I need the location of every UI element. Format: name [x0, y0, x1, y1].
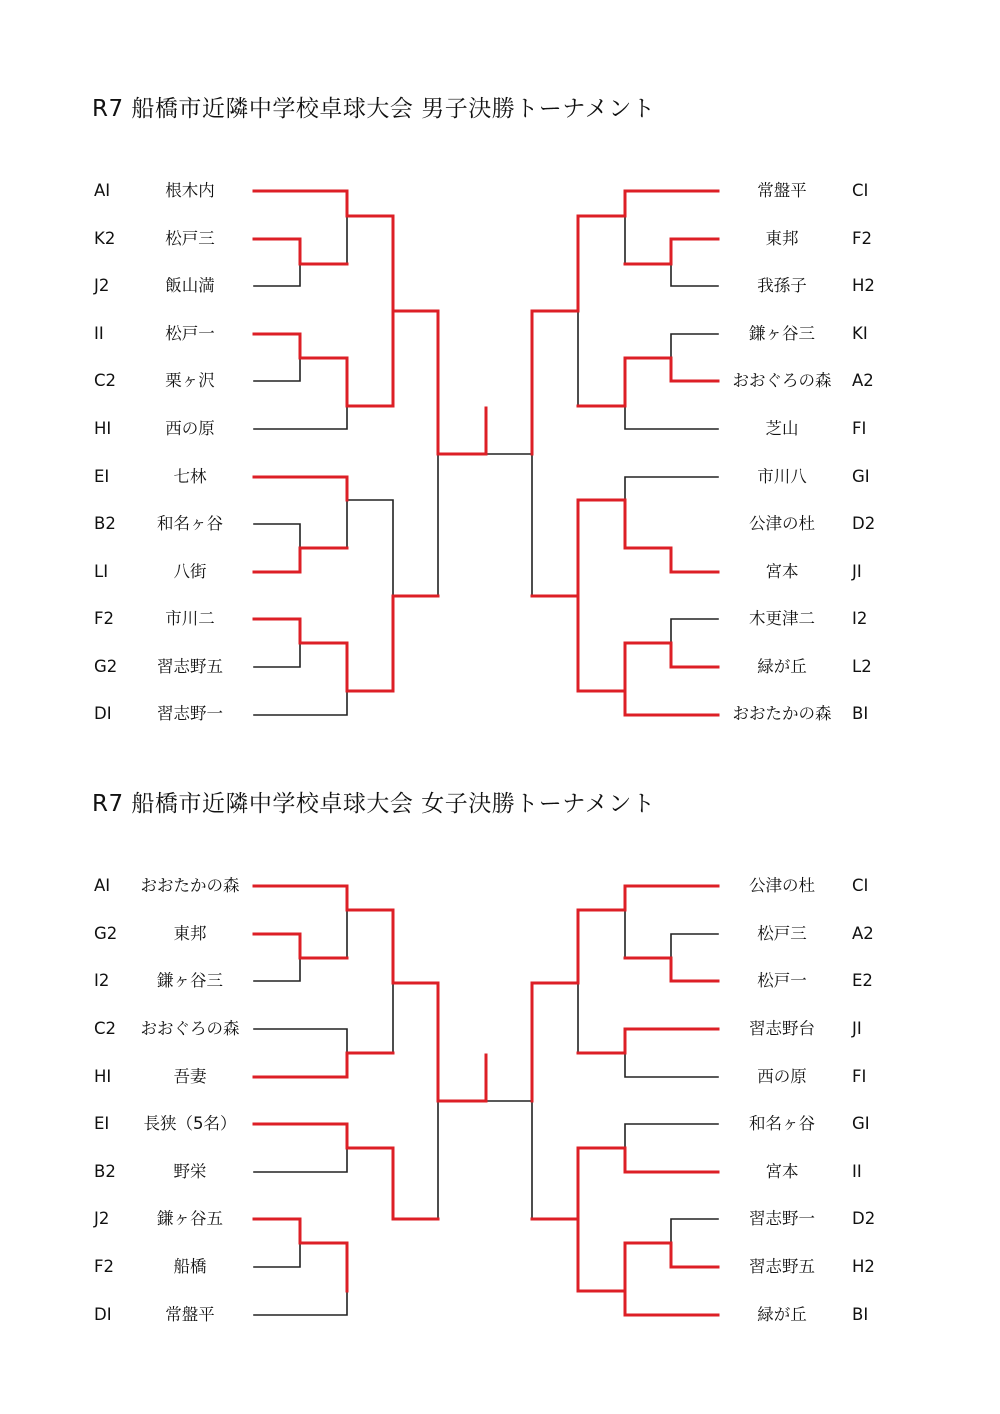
seed-label: H2: [852, 1257, 875, 1276]
seed-label: B2: [94, 1162, 116, 1181]
seed-label: CⅠ: [852, 181, 869, 200]
team-name: 宮本: [765, 562, 799, 581]
team-name: 東邦: [173, 924, 207, 943]
seed-label: KⅠ: [852, 324, 868, 343]
team-name: 根木内: [165, 181, 215, 200]
team-name: 習志野五: [749, 1257, 815, 1276]
team-name: 和名ヶ谷: [749, 1114, 815, 1133]
seed-label: JⅠ: [852, 562, 862, 581]
team-name: 木更津二: [749, 609, 815, 628]
team-name: 松戸三: [757, 924, 807, 943]
team-name: 船橋: [173, 1257, 207, 1276]
seed-label: IⅠ: [94, 324, 104, 343]
team-name: 公津の杜: [749, 876, 815, 895]
seed-label: D2: [852, 514, 876, 533]
team-name: 西の原: [165, 419, 215, 438]
team-name: 習志野五: [157, 657, 223, 676]
team-name: 我孫子: [757, 276, 807, 295]
boys-loser-lines: [254, 216, 718, 715]
team-name: 常盤平: [165, 1305, 215, 1324]
team-name: 常盤平: [757, 181, 807, 200]
seed-label: HⅠ: [94, 419, 112, 438]
boys-bracket-title: R7 船橋市近隣中学校卓球大会 男子決勝トーナメント: [92, 96, 656, 122]
girls-bracket-title: R7 船橋市近隣中学校卓球大会 女子決勝トーナメント: [92, 791, 656, 817]
seed-label: C2: [94, 1019, 117, 1038]
team-name: 長狭（5名）: [143, 1114, 237, 1133]
team-name: おおたかの森: [140, 876, 240, 895]
seed-label: DⅠ: [94, 704, 112, 723]
team-name: 鎌ヶ谷三: [749, 324, 815, 343]
seed-label: F2: [94, 609, 114, 628]
team-name: 習志野一: [749, 1209, 815, 1228]
team-name: 緑が丘: [757, 1305, 807, 1324]
team-name: 松戸一: [757, 971, 807, 990]
team-name: 松戸三: [165, 229, 215, 248]
seed-label: G2: [94, 657, 118, 676]
team-name: 芝山: [765, 419, 799, 438]
team-name: 野栄: [173, 1162, 207, 1181]
seed-label: IⅠ: [852, 1162, 862, 1181]
team-name: 鎌ヶ谷三: [157, 971, 223, 990]
seed-label: GⅠ: [852, 1114, 870, 1133]
seed-label: HⅠ: [94, 1067, 112, 1086]
seed-label: EⅠ: [94, 1114, 110, 1133]
seed-label: J2: [94, 276, 110, 295]
seed-label: DⅠ: [94, 1305, 112, 1324]
team-name: 西の原: [757, 1067, 807, 1086]
seed-label: BⅠ: [852, 704, 869, 723]
girls-loser-lines: [254, 910, 718, 1315]
seed-label: AⅠ: [94, 181, 111, 200]
team-name: 和名ヶ谷: [157, 514, 223, 533]
seed-label: E2: [852, 971, 873, 990]
seed-label: D2: [852, 1209, 876, 1228]
team-name: 公津の杜: [749, 514, 815, 533]
seed-label: B2: [94, 514, 116, 533]
team-name: 飯山満: [165, 276, 215, 295]
team-name: 松戸一: [165, 324, 215, 343]
team-name: 七林: [173, 467, 207, 486]
seed-label: A2: [852, 924, 874, 943]
seed-label: H2: [852, 276, 875, 295]
seed-label: BⅠ: [852, 1305, 869, 1324]
seed-label: C2: [94, 371, 117, 390]
team-name: 栗ヶ沢: [165, 371, 215, 390]
seed-label: AⅠ: [94, 876, 111, 895]
seed-label: JⅠ: [852, 1019, 862, 1038]
seed-label: A2: [852, 371, 874, 390]
seed-label: F2: [852, 229, 872, 248]
team-name: おおたかの森: [732, 704, 832, 723]
team-name: 吾妻: [173, 1067, 207, 1086]
team-name: 東邦: [765, 229, 799, 248]
team-name: 市川八: [757, 467, 807, 486]
boys-winner-lines: [254, 191, 718, 715]
seed-label: GⅠ: [852, 467, 870, 486]
seed-label: L2: [852, 657, 872, 676]
team-name: 鎌ヶ谷五: [157, 1209, 223, 1228]
seed-label: G2: [94, 924, 118, 943]
seed-label: FⅠ: [852, 419, 867, 438]
seed-label: LⅠ: [94, 562, 109, 581]
team-name: 宮本: [765, 1162, 799, 1181]
team-name: おおぐろの森: [732, 371, 832, 390]
seed-label: CⅠ: [852, 876, 869, 895]
seed-label: J2: [94, 1209, 110, 1228]
team-name: 習志野一: [157, 704, 223, 723]
girls-winner-lines: [254, 886, 718, 1315]
seed-label: F2: [94, 1257, 114, 1276]
seed-label: FⅠ: [852, 1067, 867, 1086]
team-name: 習志野台: [749, 1019, 815, 1038]
seed-label: I2: [852, 609, 868, 628]
seed-label: EⅠ: [94, 467, 110, 486]
team-name: おおぐろの森: [140, 1019, 240, 1038]
seed-label: K2: [94, 229, 116, 248]
team-name: 緑が丘: [757, 657, 807, 676]
seed-label: I2: [94, 971, 110, 990]
team-name: 市川二: [165, 609, 215, 628]
team-name: 八街: [173, 562, 207, 581]
